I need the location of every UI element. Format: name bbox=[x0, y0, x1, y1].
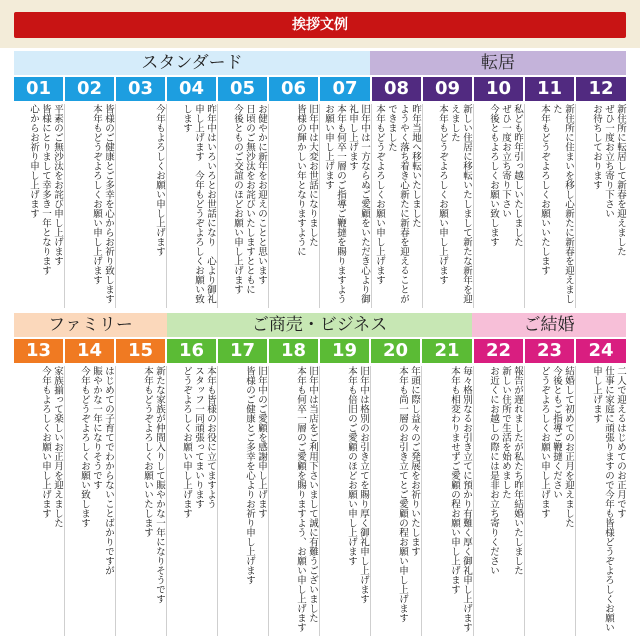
column-divider bbox=[370, 366, 371, 636]
section-standard: スタンダード bbox=[14, 51, 370, 75]
section-family: ファミリー bbox=[14, 313, 167, 337]
column-divider bbox=[64, 104, 65, 308]
column-divider bbox=[166, 104, 167, 308]
greeting-text-23: 結婚して初めてのお正月を迎えました 今後ともご指導ご鞭撻ください どうぞよろしくお願い申し上げます bbox=[539, 366, 574, 528]
greeting-text-19: 旧年中は格別のお引き立てを賜り厚く御礼申し上げます 本年も倍旧のご愛顧のほどお願い申し上げます bbox=[346, 366, 369, 604]
greeting-text-11: 新住所に住まいを移し心新たに新春を迎えました 本年もどうぞよろしくお願いいたします bbox=[539, 104, 574, 304]
section-wedding: ご結婚 bbox=[472, 313, 626, 337]
greeting-text-01: 平素のご無沙汰をお詫び申し上げます 皆様にとりまして幸多き一年となります 心からお祈り申し上げます bbox=[28, 104, 63, 275]
item-number-06: 06 bbox=[269, 77, 318, 101]
item-number-10: 10 bbox=[474, 77, 523, 101]
column-divider bbox=[268, 104, 269, 308]
greeting-text-07: 旧年中は一方ならぬご愛顧をいただき心より御礼申し上げます 本年も何卒一層のご指導ご鞭撻を賜りますようお願い申し上げます bbox=[323, 104, 370, 304]
item-number-12: 12 bbox=[576, 77, 626, 101]
column-divider bbox=[524, 104, 525, 308]
greeting-text-13: 家族揃って楽しいお正月を迎えました 今年もよろしくお願い申し上げます bbox=[40, 366, 63, 528]
greeting-text-09: 新しい住居に移転いたしまして新たな新年を迎えました 本年もどうぞよろしくお願い申し上げます bbox=[437, 104, 472, 304]
greeting-text-08: 昨年当地へ移転いたしました ようやく落ち着き心新たに新春を迎えることができました 本年もどうぞよろしくお願い申し上げます bbox=[374, 104, 421, 304]
greeting-text-24: 二人で迎えるはじめてのお正月です 仕事に家庭に頑張りますので今年も皆様どうぞよろしくお願い申し上げます bbox=[591, 366, 626, 632]
column-divider bbox=[64, 366, 65, 636]
column-divider bbox=[217, 366, 218, 636]
section-business: ご商売・ビジネス bbox=[167, 313, 472, 337]
item-number-15: 15 bbox=[116, 339, 165, 363]
greeting-text-10: 私ども昨年引っ越しいたしました ぜひ一度お立ち寄り下さい 今後ともよろしくお願い致します bbox=[488, 104, 523, 247]
greeting-text-06: 旧年中は大変お世話になりました 皆様の輝かしい年となりますように bbox=[295, 104, 318, 256]
column-divider bbox=[217, 104, 218, 308]
greeting-text-16: 本年も皆様のお役に立てますよう スタッフ一同頑張ってまいります どうぞよろしくお願い申し上げます bbox=[181, 366, 216, 518]
item-number-04: 04 bbox=[167, 77, 216, 101]
item-number-21: 21 bbox=[422, 339, 472, 363]
item-number-07: 07 bbox=[320, 77, 370, 101]
column-divider bbox=[575, 366, 576, 636]
item-number-01: 01 bbox=[14, 77, 63, 101]
greeting-text-18: 旧年中は当店をご利用下さいまして誠に有難うございました 本年も何卒一層のご愛顧を賜りますよう、お願い申し上げます bbox=[295, 366, 318, 632]
greeting-text-14: はじめての子育てでわからないことばかりですが 賑やかな一年になりそうです 今年もどうぞよろしくお願い致します bbox=[79, 366, 114, 575]
column-divider bbox=[115, 366, 116, 636]
item-number-16: 16 bbox=[167, 339, 216, 363]
column-divider bbox=[524, 366, 525, 636]
item-number-05: 05 bbox=[218, 77, 267, 101]
item-number-24: 24 bbox=[576, 339, 626, 363]
greeting-text-03: 今年もよろしくお願い申し上げます bbox=[154, 104, 165, 256]
item-number-23: 23 bbox=[525, 339, 574, 363]
column-divider bbox=[422, 104, 423, 308]
column-divider bbox=[575, 104, 576, 308]
column-divider bbox=[371, 104, 372, 308]
column-divider bbox=[115, 104, 116, 308]
item-number-13: 13 bbox=[14, 339, 63, 363]
column-divider bbox=[319, 104, 320, 308]
page-banner: 挨拶文例 bbox=[14, 12, 626, 38]
column-divider bbox=[319, 366, 320, 636]
greeting-text-20: 年頭に際し益々のご発展をお祈りいたします 本年も尚一層のお引き立てとご愛顧の程お願い申し上げます bbox=[397, 366, 420, 623]
column-divider bbox=[473, 104, 474, 308]
item-number-14: 14 bbox=[65, 339, 114, 363]
item-number-22: 22 bbox=[474, 339, 523, 363]
column-divider bbox=[268, 366, 269, 636]
greeting-text-17: 旧年中のご愛顧を感謝申し上げます 皆様のご健康とご多幸を心よりお祈り申し上げます bbox=[244, 366, 267, 585]
item-number-09: 09 bbox=[423, 77, 472, 101]
greeting-text-12: 新住所に転居して新春を迎えました ぜひ一度お立ち寄り下さい お待ちしております bbox=[591, 104, 626, 256]
greeting-text-15: 新たな家族が仲間入りして賑やかな一年になりそうです 本年もどうぞよろしくお願いいたします bbox=[142, 366, 165, 604]
greeting-text-04: 昨年中はいろいろとお世話になり 心より御礼申し上げます 今年もどうぞよろしくお願い致します bbox=[181, 104, 216, 304]
greeting-text-02: 皆様のご健康とご多幸を心からお祈り致します 本年もどうぞよろしくお願い申し上げます bbox=[91, 104, 114, 313]
section-move: 転居 bbox=[370, 51, 626, 75]
item-number-11: 11 bbox=[525, 77, 574, 101]
item-number-19: 19 bbox=[320, 339, 369, 363]
greeting-text-05: お健やかに新年をお迎えのことと思います 日頃のご無沙汰をお詫びいたしますとともに 今後とものご交誼のほどお願い申し上げます bbox=[232, 104, 267, 294]
item-number-02: 02 bbox=[65, 77, 114, 101]
item-number-08: 08 bbox=[372, 77, 421, 101]
item-number-17: 17 bbox=[218, 339, 267, 363]
column-divider bbox=[473, 366, 474, 636]
column-divider bbox=[166, 366, 167, 636]
item-number-18: 18 bbox=[269, 339, 318, 363]
item-number-03: 03 bbox=[116, 77, 165, 101]
greeting-text-21: 毎々格別なるお引き立てに預かり有難く厚く御礼申し上げます 本年も相変わりませずご愛顧の程お願い申し上げます bbox=[449, 366, 472, 632]
greeting-text-22: 報告が遅れましたが私たち昨年結婚いたしました 新しい住所で生活を始めました お近くにお越しの際には是非お立ち寄りください bbox=[488, 366, 523, 575]
column-divider bbox=[421, 366, 422, 636]
item-number-20: 20 bbox=[371, 339, 420, 363]
